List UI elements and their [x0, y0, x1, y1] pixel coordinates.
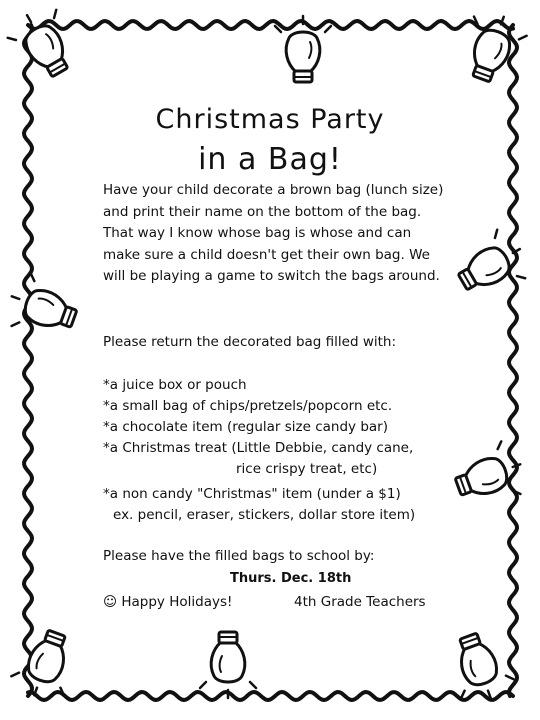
list-item: *a Christmas treat (Little Debbie, candy cane, — [103, 440, 414, 456]
list-item: *a chocolate item (regular size candy bar) — [103, 419, 388, 435]
christmas-light-bulb-icon — [8, 624, 83, 705]
intro-paragraph: Have your child decorate a brown bag (lunch size) and print their name on the bottom of the bag. That way I know whose bag is whose and can make sure a child doesn't get their own bag. We will be playing a game to switch the bags around. — [103, 182, 444, 284]
list-item: *a juice box or pouch — [103, 377, 247, 393]
christmas-light-bulb-icon — [449, 225, 534, 306]
signoff-text: 4th Grade Teachers — [294, 594, 426, 610]
list-item-continuation: ex. pencil, eraser, stickers, dollar store item) — [113, 507, 416, 523]
greeting-text: ☺ Happy Holidays! — [103, 594, 233, 610]
list-item: *a non candy "Christmas" item (under a $1) — [103, 486, 401, 502]
instruction-text: Please return the decorated bag filled with: — [103, 334, 397, 350]
page-subtitle: in a Bag! — [198, 142, 342, 177]
christmas-light-bulb-icon — [442, 627, 517, 708]
squiggly-border-segment — [28, 692, 513, 700]
christmas-light-bulb-icon — [3, 1, 84, 86]
due-prompt: Please have the filled bags to school by: — [103, 548, 375, 564]
christmas-light-bulb-icon — [2, 270, 83, 345]
page-title: Christmas Party — [155, 104, 385, 135]
squiggly-border-segment — [28, 21, 513, 29]
list-item: *a small bag of chips/pretzels/popcorn etc. — [103, 398, 393, 414]
list-item-continuation: rice crispy treat, etc) — [236, 461, 378, 477]
christmas-light-bulb-icon — [200, 632, 256, 698]
due-date: Thurs. Dec. 18th — [230, 571, 352, 586]
